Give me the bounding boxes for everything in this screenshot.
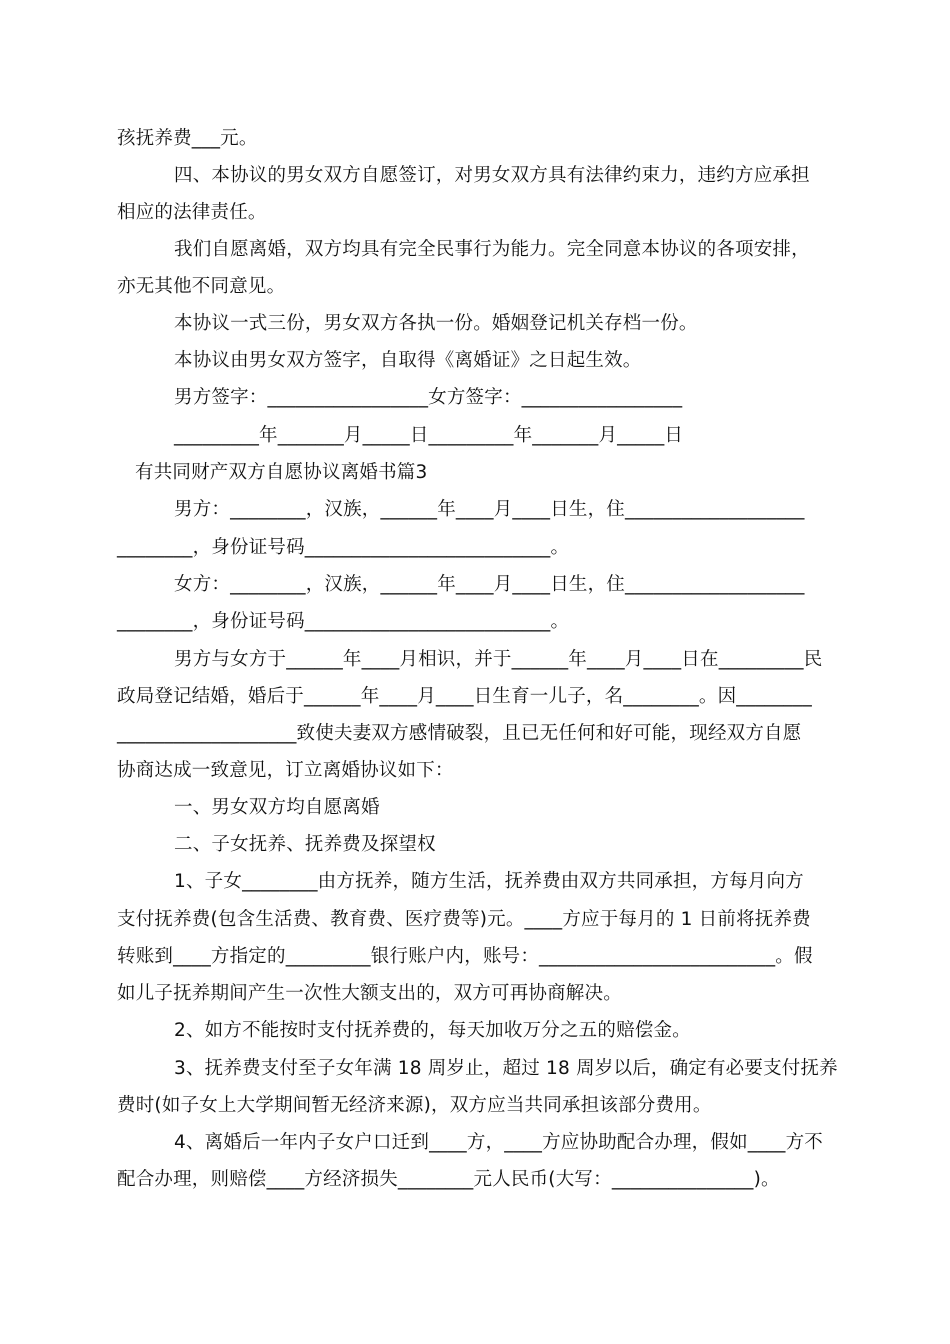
text-line: 相应的法律责任。 [117,202,267,223]
section-heading: 有共同财产双方自愿协议离婚书篇3 [135,462,428,483]
text-line: 转账到____方指定的_________银行账户内，账号：_________________________。假 [117,946,813,967]
text-line: 我们自愿离婚，双方均具有完全民事行为能力。完全同意本协议的各项安排， [174,239,810,260]
text-line: 支付抚养费(包含生活费、教育费、医疗费等)元。____方应于每月的 1 日前将抚养费 [117,909,811,930]
text-line: 费时(如子女上大学期间暂无经济来源)，双方应当共同承担该部分费用。 [117,1095,712,1116]
text-line: ________，身份证号码__________________________。 [117,611,570,632]
text-line: 女方：________，汉族，______年____月____日生，住___________________ [174,574,805,595]
text-line: 四、本协议的男女双方自愿签订，对男女双方具有法律约束力，违约方应承担 [174,165,810,186]
text-line: ________，身份证号码__________________________。 [117,537,570,558]
text-line: 亦无其他不同意见。 [117,276,286,297]
signature-line: 男方签字：_________________女方签字：_________________ [174,387,683,408]
text-line: 3、抚养费支付至子女年满 18 周岁止，超过 18 周岁以后，确定有必要支付抚养 [174,1058,838,1079]
text-line: 1、子女________由方抚养，随方生活，抚养费由双方共同承担，方每月向方 [174,871,804,892]
text-line: 协商达成一致意见，订立离婚协议如下： [117,760,454,781]
text-line: 4、离婚后一年内子女户口迁到____方，____方应协助配合办理，假如____方不 [174,1132,823,1153]
text-line: 2、如方不能按时支付抚养费的，每天加收万分之五的赔偿金。 [174,1020,691,1041]
text-line: ___________________致使夫妻双方感情破裂，且已无任何和好可能，现经双方自愿 [117,723,802,744]
text-line: 如儿子抚养期间产生一次性大额支出的，双方可再协商解决。 [117,983,622,1004]
text-line: 孩抚养费___元。 [117,128,258,149]
text-line: 男方：________，汉族，______年____月____日生，住___________________ [174,499,805,520]
text-line: 男方与女方于______年____月相识，并于______年____月____日在_________民 [174,649,823,670]
text-line: 配合办理，则赔偿____方经济损失________元人民币(大写：_______________)。 [117,1169,780,1190]
text-line: 政局登记结婚，婚后于______年____月____日生育一儿子，名________。因________ [117,686,812,707]
text-line: 本协议一式三份，男女双方各执一份。婚姻登记机关存档一份。 [174,313,698,334]
date-line: _________年_______月_____日_________年_______月_____日 [174,425,684,446]
text-line: 二、子女抚养、抚养费及探望权 [174,834,436,855]
text-line: 一、男女双方均自愿离婚 [174,797,380,818]
text-line: 本协议由男女双方签字，自取得《离婚证》之日起生效。 [174,350,642,371]
